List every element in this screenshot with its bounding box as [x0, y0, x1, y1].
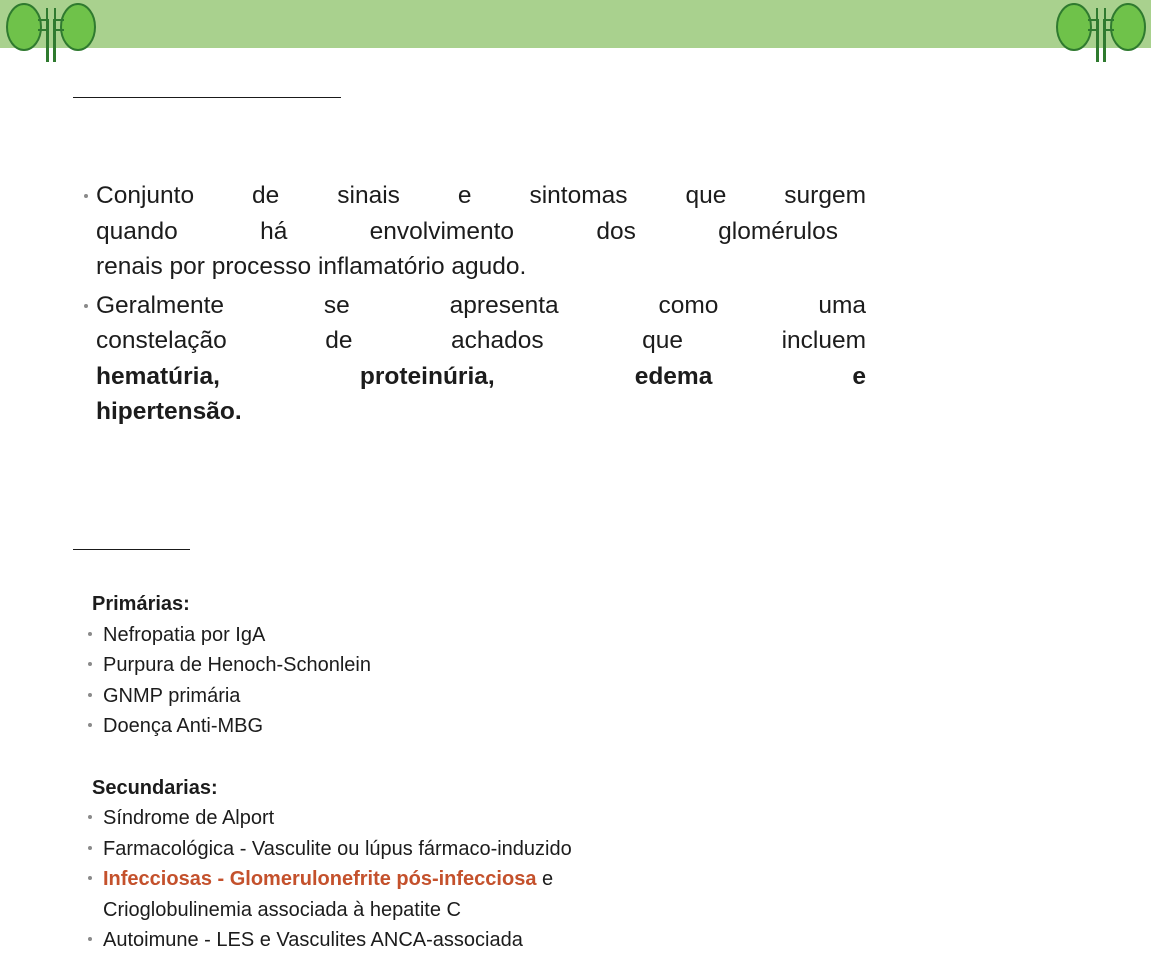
- header-band: [0, 0, 1151, 48]
- kidney-icon: [2, 0, 100, 62]
- kidney-icon: [1052, 0, 1150, 62]
- definition-block: [84, 178, 866, 433]
- list-item: Nefropatia por IgA: [88, 620, 788, 651]
- list-item: GNMP primária: [88, 681, 788, 712]
- primary-title: Primárias:: [92, 593, 190, 615]
- list-item: Doença Anti-MBG: [88, 711, 788, 742]
- list-item-infecciosas: [88, 864, 788, 925]
- heading-underline: [73, 549, 190, 550]
- text-line: quando há envolvimento dos glomérulos: [96, 217, 838, 245]
- item-text: e: [536, 868, 554, 890]
- secondary-list: [88, 803, 788, 956]
- definition-bullet: [84, 288, 866, 430]
- text-line: renais por processo inflamatório agudo.: [96, 253, 527, 280]
- secondary-title: Secundarias:: [92, 776, 218, 799]
- text-line-bold: hipertensão.: [96, 398, 242, 425]
- text-line: constelação de achados que incluem: [96, 327, 866, 354]
- list-item: Autoimune - LES e Vasculites ANCA-associada: [88, 925, 788, 956]
- causes-block: [88, 589, 788, 956]
- text-line: Geralmente se apresenta como uma: [96, 291, 866, 319]
- list-item: Síndrome de Alport: [88, 803, 788, 834]
- text-line: Conjunto de sinais e sintomas que surgem: [96, 182, 866, 209]
- primary-list: [88, 620, 788, 742]
- heading-underline: [73, 97, 341, 98]
- item-text-continued: Crioglobulinemia associada à hepatite C: [103, 898, 461, 921]
- list-item: Farmacológica - Vasculite ou lúpus fármaco-induzido: [88, 834, 788, 865]
- list-item: Purpura de Henoch-Schonlein: [88, 650, 788, 681]
- text-line-bold: hematúria, proteinúria, edema e: [96, 362, 866, 390]
- highlight-text: Infecciosas - Glomerulonefrite pós-infecciosa: [103, 868, 537, 890]
- definition-bullet: [84, 178, 866, 285]
